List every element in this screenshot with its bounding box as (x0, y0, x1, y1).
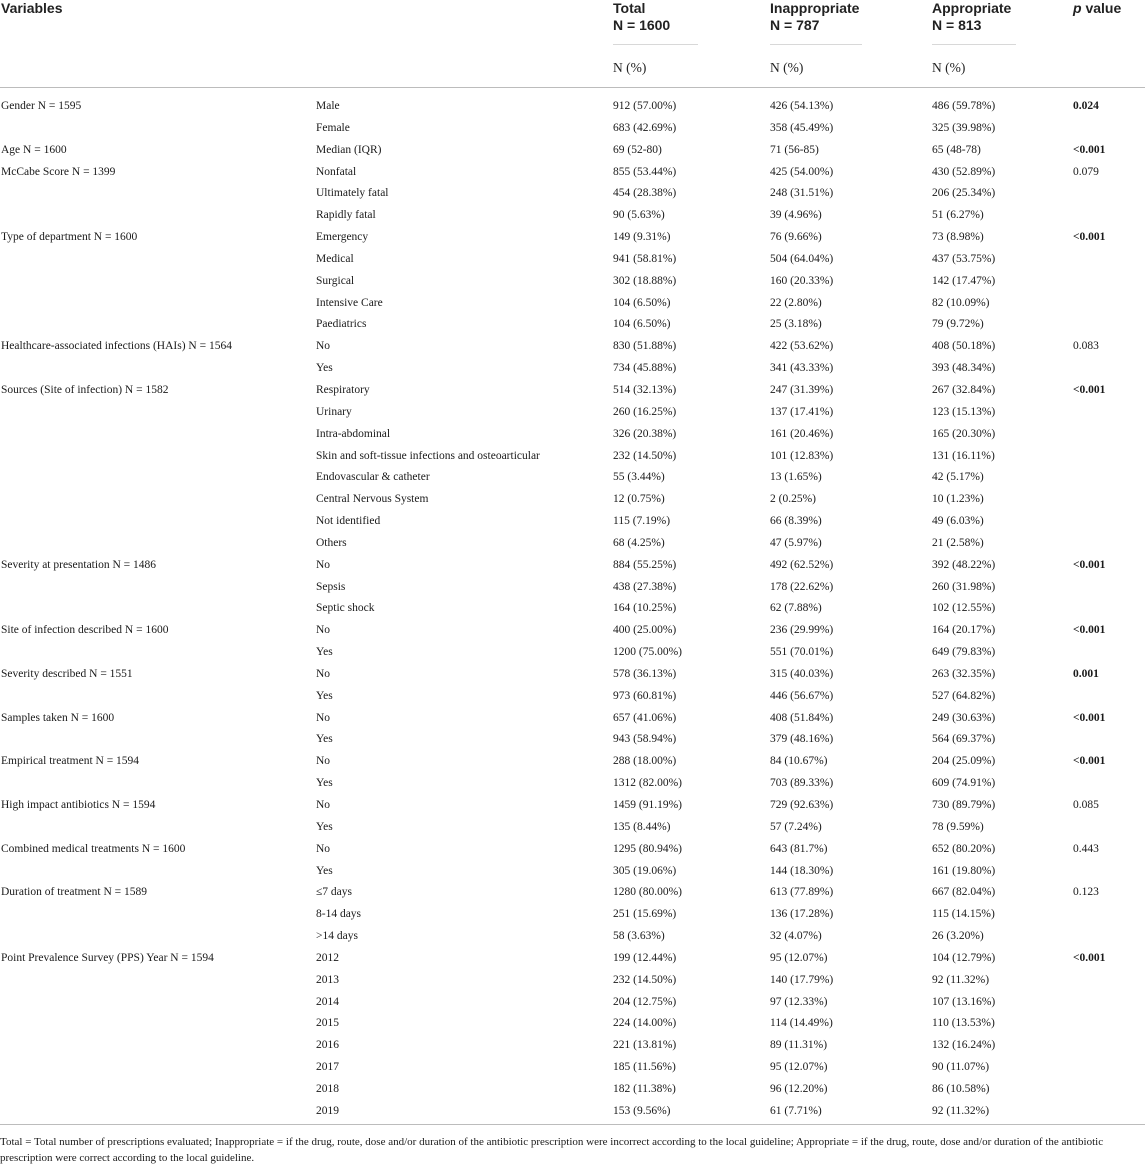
inappropriate-cell: 32 (4.07%) (770, 930, 822, 943)
p-value-cell: <0.001 (1073, 755, 1106, 768)
inappropriate-cell: 247 (31.39%) (770, 383, 834, 396)
inappropriate-cell: 39 (4.96%) (770, 209, 822, 222)
total-cell: 221 (13.81%) (613, 1039, 677, 1052)
category-cell: Septic shock (316, 602, 375, 615)
table-row (0, 795, 1145, 817)
inappropriate-cell: 643 (81.7%) (770, 842, 828, 855)
category-cell: 2017 (316, 1061, 339, 1074)
total-cell: 115 (7.19%) (613, 515, 671, 528)
variable-cell: Point Prevalence Survey (PPS) Year N = 1594 (1, 951, 214, 964)
appropriate-cell: 164 (20.17%) (932, 624, 996, 637)
variable-cell: McCabe Score N = 1399 (1, 165, 116, 178)
table-row (0, 620, 1145, 642)
p-value-cell: 0.443 (1073, 842, 1099, 855)
appropriate-cell: 115 (14.15%) (932, 908, 995, 921)
category-cell: Medical (316, 252, 354, 265)
category-cell: Ultimately fatal (316, 187, 389, 200)
table-row (0, 948, 1145, 970)
total-cell: 260 (16.25%) (613, 405, 677, 418)
inappropriate-header-underline (770, 44, 862, 45)
category-cell: Male (316, 100, 340, 112)
header-inappropriate-n: N = 787 (770, 17, 820, 33)
appropriate-cell: 260 (31.98%) (932, 580, 996, 593)
appropriate-cell: 165 (20.30%) (932, 427, 996, 440)
variable-cell: Sources (Site of infection) N = 1582 (1, 383, 169, 396)
category-cell: >14 days (316, 930, 358, 943)
category-cell: Endovascular & catheter (316, 471, 430, 484)
total-cell: 224 (14.00%) (613, 1017, 677, 1030)
appropriate-cell: 249 (30.63%) (932, 711, 996, 724)
appropriate-cell: 49 (6.03%) (932, 515, 984, 528)
table-header (0, 0, 1145, 88)
total-cell: 578 (36.13%) (613, 667, 677, 680)
appropriate-cell: 392 (48.22%) (932, 558, 996, 571)
total-cell: 941 (58.81%) (613, 252, 677, 265)
category-cell: No (316, 667, 331, 680)
category-cell: No (316, 711, 331, 724)
table-row (0, 839, 1145, 861)
appropriate-cell: 123 (15.13%) (932, 405, 996, 418)
total-cell: 400 (25.00%) (613, 624, 677, 637)
total-cell: 438 (27.38%) (613, 580, 677, 593)
category-cell: Nonfatal (316, 165, 357, 178)
table-row (0, 555, 1145, 577)
inappropriate-cell: 161 (20.46%) (770, 427, 834, 440)
category-cell: 2015 (316, 1017, 339, 1030)
appropriate-cell: 161 (19.80%) (932, 864, 996, 877)
category-cell: Median (IQR) (316, 143, 382, 156)
inappropriate-cell: 729 (92.63%) (770, 799, 834, 811)
appropriate-cell: 263 (32.35%) (932, 667, 996, 680)
appropriate-cell: 104 (12.79%) (932, 951, 996, 964)
inappropriate-cell: 408 (51.84%) (770, 711, 834, 724)
total-cell: 164 (10.25%) (613, 602, 677, 615)
inappropriate-cell: 341 (43.33%) (770, 362, 834, 375)
header-appropriate: Appropriate (932, 0, 1012, 16)
table-row (0, 271, 1145, 293)
category-cell: Surgical (316, 274, 355, 287)
inappropriate-cell: 57 (7.24%) (770, 820, 822, 833)
inappropriate-cell: 62 (7.88%) (770, 602, 822, 615)
category-cell: 8-14 days (316, 908, 362, 921)
inappropriate-cell: 76 (9.66%) (770, 231, 822, 244)
total-npct: N (%) (613, 60, 647, 75)
table-row (0, 249, 1145, 271)
appropriate-cell: 73 (8.98%) (932, 231, 984, 244)
inappropriate-cell: 613 (77.89%) (770, 886, 834, 899)
table-row (0, 598, 1145, 620)
table-row (0, 446, 1145, 468)
total-cell: 58 (3.63%) (613, 930, 665, 943)
table-row (0, 642, 1145, 664)
total-cell: 185 (11.56%) (613, 1061, 676, 1074)
p-value-cell: 0.123 (1073, 886, 1099, 899)
category-cell: Paediatrics (316, 318, 367, 331)
appropriate-cell: 102 (12.55%) (932, 602, 996, 615)
inappropriate-cell: 66 (8.39%) (770, 515, 822, 528)
appropriate-cell: 142 (17.47%) (932, 274, 996, 287)
inappropriate-cell: 178 (22.62%) (770, 580, 834, 593)
total-cell: 232 (14.50%) (613, 449, 677, 462)
appropriate-cell: 65 (48-78) (932, 143, 981, 156)
total-cell: 1295 (80.94%) (613, 842, 682, 855)
category-cell: Female (316, 121, 350, 134)
total-cell: 135 (8.44%) (613, 820, 671, 833)
appropriate-cell: 26 (3.20%) (932, 930, 984, 943)
appropriate-cell: 437 (53.75%) (932, 252, 996, 265)
p-value-cell: <0.001 (1073, 231, 1106, 244)
table-row (0, 205, 1145, 227)
table-row (0, 511, 1145, 533)
inappropriate-cell: 25 (3.18%) (770, 318, 822, 331)
total-cell: 1280 (80.00%) (613, 886, 682, 899)
p-value-cell: <0.001 (1073, 558, 1106, 571)
total-cell: 90 (5.63%) (613, 209, 665, 222)
appropriate-cell: 206 (25.34%) (932, 187, 996, 200)
category-cell: No (316, 755, 331, 768)
appropriate-cell: 131 (16.11%) (932, 449, 995, 462)
table-row (0, 293, 1145, 315)
table-row (0, 424, 1145, 446)
inappropriate-cell: 95 (12.07%) (770, 951, 828, 964)
header-p-rest: value (1081, 0, 1122, 16)
p-value-cell: <0.001 (1073, 624, 1106, 637)
category-cell: No (316, 558, 331, 571)
total-cell: 232 (14.50%) (613, 973, 677, 986)
variable-cell: Severity described N = 1551 (1, 667, 133, 680)
total-cell: 69 (52-80) (613, 143, 662, 156)
appropriate-cell: 42 (5.17%) (932, 471, 984, 484)
appropriate-cell: 132 (16.24%) (932, 1039, 996, 1052)
appropriate-cell: 90 (11.07%) (932, 1061, 990, 1074)
total-cell: 912 (57.00%) (613, 100, 677, 112)
category-cell: Skin and soft-tissue infections and osteoarticular (316, 449, 540, 462)
inappropriate-cell: 71 (56-85) (770, 143, 819, 156)
inappropriate-cell: 2 (0.25%) (770, 493, 816, 506)
table-row (0, 817, 1145, 839)
variable-cell: Site of infection described N = 1600 (1, 624, 169, 637)
inappropriate-npct: N (%) (770, 60, 804, 75)
inappropriate-cell: 426 (54.13%) (770, 100, 834, 112)
table-row (0, 402, 1145, 424)
table-row (0, 380, 1145, 402)
total-header-underline (613, 44, 698, 45)
category-cell: 2013 (316, 973, 339, 986)
inappropriate-cell: 422 (53.62%) (770, 340, 834, 353)
total-cell: 182 (11.38%) (613, 1082, 676, 1095)
inappropriate-cell: 47 (5.97%) (770, 536, 822, 549)
table-row (0, 686, 1145, 708)
inappropriate-cell: 13 (1.65%) (770, 471, 822, 484)
table-row (0, 227, 1145, 249)
table-row (0, 358, 1145, 380)
variable-cell: High impact antibiotics N = 1594 (1, 799, 156, 811)
table-row (0, 1013, 1145, 1035)
table-row (0, 970, 1145, 992)
inappropriate-cell: 136 (17.28%) (770, 908, 834, 921)
category-cell: Not identified (316, 515, 381, 528)
total-cell: 55 (3.44%) (613, 471, 665, 484)
category-cell: Others (316, 536, 347, 549)
table-row (0, 664, 1145, 686)
total-cell: 153 (9.56%) (613, 1104, 671, 1117)
total-cell: 734 (45.88%) (613, 362, 677, 375)
category-cell: Yes (316, 646, 333, 659)
total-cell: 830 (51.88%) (613, 340, 677, 353)
appropriate-cell: 204 (25.09%) (932, 755, 996, 768)
appropriate-cell: 267 (32.84%) (932, 383, 996, 396)
table-row (0, 118, 1145, 140)
table-row (0, 882, 1145, 904)
header-inappropriate: Inappropriate (770, 0, 860, 16)
category-cell: Yes (316, 733, 333, 746)
inappropriate-cell: 101 (12.83%) (770, 449, 834, 462)
table-row (0, 533, 1145, 555)
appropriate-cell: 408 (50.18%) (932, 340, 996, 353)
category-cell: 2016 (316, 1039, 339, 1052)
category-cell: No (316, 340, 331, 353)
category-cell: Yes (316, 362, 333, 375)
table-row (0, 751, 1145, 773)
total-cell: 973 (60.81%) (613, 689, 677, 702)
appropriate-cell: 107 (13.16%) (932, 995, 996, 1008)
appropriate-cell: 393 (48.34%) (932, 362, 996, 375)
table-row (0, 861, 1145, 883)
total-cell: 454 (28.38%) (613, 187, 677, 200)
category-cell: No (316, 624, 331, 637)
category-cell: No (316, 842, 331, 855)
total-cell: 943 (58.94%) (613, 733, 677, 746)
appropriate-cell: 10 (1.23%) (932, 493, 984, 506)
total-cell: 683 (42.69%) (613, 121, 677, 134)
inappropriate-cell: 137 (17.41%) (770, 405, 834, 418)
category-cell: 2014 (316, 995, 339, 1008)
header-appropriate-n: N = 813 (932, 17, 982, 33)
inappropriate-cell: 140 (17.79%) (770, 973, 834, 986)
category-cell: Yes (316, 777, 333, 790)
category-cell: 2019 (316, 1104, 339, 1117)
table-row (0, 183, 1145, 205)
category-cell: Sepsis (316, 580, 346, 593)
appropriate-cell: 78 (9.59%) (932, 820, 984, 833)
appropriate-cell: 21 (2.58%) (932, 536, 984, 549)
variable-cell: Duration of treatment N = 1589 (1, 886, 148, 899)
inappropriate-cell: 160 (20.33%) (770, 274, 834, 287)
inappropriate-cell: 96 (12.20%) (770, 1082, 828, 1095)
category-cell: Urinary (316, 405, 352, 418)
table-row (0, 729, 1145, 751)
p-value-cell: 0.024 (1073, 100, 1099, 112)
inappropriate-cell: 492 (62.52%) (770, 558, 834, 571)
table-row (0, 904, 1145, 926)
appropriate-header-underline (932, 44, 1016, 45)
total-cell: 68 (4.25%) (613, 536, 665, 549)
table-row (0, 1057, 1145, 1079)
inappropriate-cell: 504 (64.04%) (770, 252, 834, 265)
total-cell: 104 (6.50%) (613, 296, 671, 309)
inappropriate-cell: 551 (70.01%) (770, 646, 834, 659)
table-row (0, 162, 1145, 184)
header-total: Total (613, 0, 646, 16)
p-value-cell: 0.085 (1073, 799, 1099, 811)
variable-cell: Empirical treatment N = 1594 (1, 755, 140, 768)
category-cell: Yes (316, 820, 333, 833)
category-cell: ≤7 days (316, 886, 353, 899)
variable-cell: Healthcare-associated infections (HAIs) N = 1564 (1, 340, 232, 353)
appropriate-cell: 92 (11.32%) (932, 973, 990, 986)
appropriate-cell: 430 (52.89%) (932, 165, 996, 178)
appropriate-npct: N (%) (932, 60, 966, 75)
inappropriate-cell: 425 (54.00%) (770, 165, 834, 178)
total-cell: 514 (32.13%) (613, 383, 677, 396)
category-cell: Intensive Care (316, 296, 383, 309)
inappropriate-cell: 114 (14.49%) (770, 1017, 833, 1030)
total-cell: 204 (12.75%) (613, 995, 677, 1008)
header-p-value (1073, 0, 1121, 17)
total-cell: 12 (0.75%) (613, 493, 665, 506)
category-cell: Intra-abdominal (316, 427, 391, 440)
table-row (0, 140, 1145, 162)
table-row (0, 314, 1145, 336)
appropriate-cell: 325 (39.98%) (932, 121, 996, 134)
total-cell: 104 (6.50%) (613, 318, 671, 331)
inappropriate-cell: 95 (12.07%) (770, 1061, 828, 1074)
category-cell: Yes (316, 864, 333, 877)
appropriate-cell: 110 (13.53%) (932, 1017, 995, 1030)
inappropriate-cell: 315 (40.03%) (770, 667, 834, 680)
appropriate-cell: 652 (80.20%) (932, 842, 996, 855)
table-footnote: Total = Total number of prescriptions evaluated; Inappropriate = if the drug, route, dose and/or duration of the antibiotic prescription were incorrect according to the local guideline; Appropriate = if the drug, route, dose and/or duration of the antibiotic prescription were correct according to the local guideline. (0, 1136, 1104, 1164)
inappropriate-cell: 22 (2.80%) (770, 296, 822, 309)
total-cell: 657 (41.06%) (613, 711, 677, 724)
appropriate-cell: 79 (9.72%) (932, 318, 984, 331)
category-cell: No (316, 799, 331, 811)
inappropriate-cell: 379 (48.16%) (770, 733, 834, 746)
inappropriate-cell: 97 (12.33%) (770, 995, 828, 1008)
inappropriate-cell: 248 (31.51%) (770, 187, 834, 200)
p-value-cell: <0.001 (1073, 711, 1106, 724)
header-variables: Variables (1, 0, 63, 16)
table-row (0, 1035, 1145, 1057)
appropriate-cell: 51 (6.27%) (932, 209, 984, 222)
appropriate-cell: 564 (69.37%) (932, 733, 996, 746)
table-body (0, 96, 1145, 1123)
inappropriate-cell: 89 (11.31%) (770, 1039, 828, 1052)
total-cell: 149 (9.31%) (613, 231, 671, 244)
total-cell: 302 (18.88%) (613, 274, 677, 287)
table-row (0, 992, 1145, 1014)
total-cell: 199 (12.44%) (613, 951, 677, 964)
table-row (0, 577, 1145, 599)
category-cell: Central Nervous System (316, 493, 429, 506)
appropriate-cell: 92 (11.32%) (932, 1104, 990, 1117)
appropriate-cell: 86 (10.58%) (932, 1082, 990, 1095)
variable-cell: Age N = 1600 (1, 143, 67, 156)
variable-cell: Combined medical treatments N = 1600 (1, 842, 186, 855)
appropriate-cell: 609 (74.91%) (932, 777, 996, 790)
inappropriate-cell: 703 (89.33%) (770, 777, 834, 790)
variable-cell: Type of department N = 1600 (1, 231, 138, 244)
appropriate-cell: 667 (82.04%) (932, 886, 996, 899)
appropriate-cell: 649 (79.83%) (932, 646, 996, 659)
inappropriate-cell: 84 (10.67%) (770, 755, 828, 768)
header-total-n: N = 1600 (613, 17, 671, 33)
total-cell: 251 (15.69%) (613, 908, 677, 921)
inappropriate-cell: 446 (56.67%) (770, 689, 834, 702)
appropriate-cell: 486 (59.78%) (932, 100, 996, 112)
table-row (0, 489, 1145, 511)
p-value-cell: 0.079 (1073, 165, 1099, 178)
appropriate-cell: 82 (10.09%) (932, 296, 990, 309)
total-cell: 1459 (91.19%) (613, 799, 682, 811)
category-cell: Respiratory (316, 383, 370, 396)
category-cell: Emergency (316, 231, 369, 244)
table-bottom-rule (0, 1124, 1145, 1125)
variable-cell: Severity at presentation N = 1486 (1, 558, 156, 571)
p-value-cell: <0.001 (1073, 143, 1106, 156)
category-cell: Yes (316, 689, 333, 702)
p-value-cell: <0.001 (1073, 951, 1106, 964)
p-value-cell: <0.001 (1073, 383, 1106, 396)
inappropriate-cell: 236 (29.99%) (770, 624, 834, 637)
total-cell: 1312 (82.00%) (613, 777, 682, 790)
p-value-cell: 0.001 (1073, 667, 1099, 680)
appropriate-cell: 527 (64.82%) (932, 689, 996, 702)
total-cell: 288 (18.00%) (613, 755, 677, 768)
total-cell: 326 (20.38%) (613, 427, 677, 440)
total-cell: 305 (19.06%) (613, 864, 677, 877)
appropriate-cell: 730 (89.79%) (932, 799, 996, 811)
table-row (0, 773, 1145, 795)
total-cell: 855 (53.44%) (613, 165, 677, 178)
table-row (0, 96, 1145, 118)
variable-cell: Samples taken N = 1600 (1, 711, 115, 724)
table-row (0, 708, 1145, 730)
table-row (0, 1079, 1145, 1101)
table-row (0, 336, 1145, 358)
variable-cell: Gender N = 1595 (1, 100, 82, 112)
table-row (0, 1101, 1145, 1123)
header-p-italic: p (1073, 0, 1082, 16)
category-cell: 2012 (316, 951, 339, 964)
header-divider (0, 87, 1145, 88)
table-row (0, 467, 1145, 489)
category-cell: Rapidly fatal (316, 209, 376, 222)
p-value-cell: 0.083 (1073, 340, 1099, 353)
category-cell: 2018 (316, 1082, 339, 1095)
inappropriate-cell: 144 (18.30%) (770, 864, 834, 877)
table-row (0, 926, 1145, 948)
inappropriate-cell: 358 (45.49%) (770, 121, 834, 134)
total-cell: 1200 (75.00%) (613, 646, 682, 659)
total-cell: 884 (55.25%) (613, 558, 677, 571)
inappropriate-cell: 61 (7.71%) (770, 1104, 822, 1117)
